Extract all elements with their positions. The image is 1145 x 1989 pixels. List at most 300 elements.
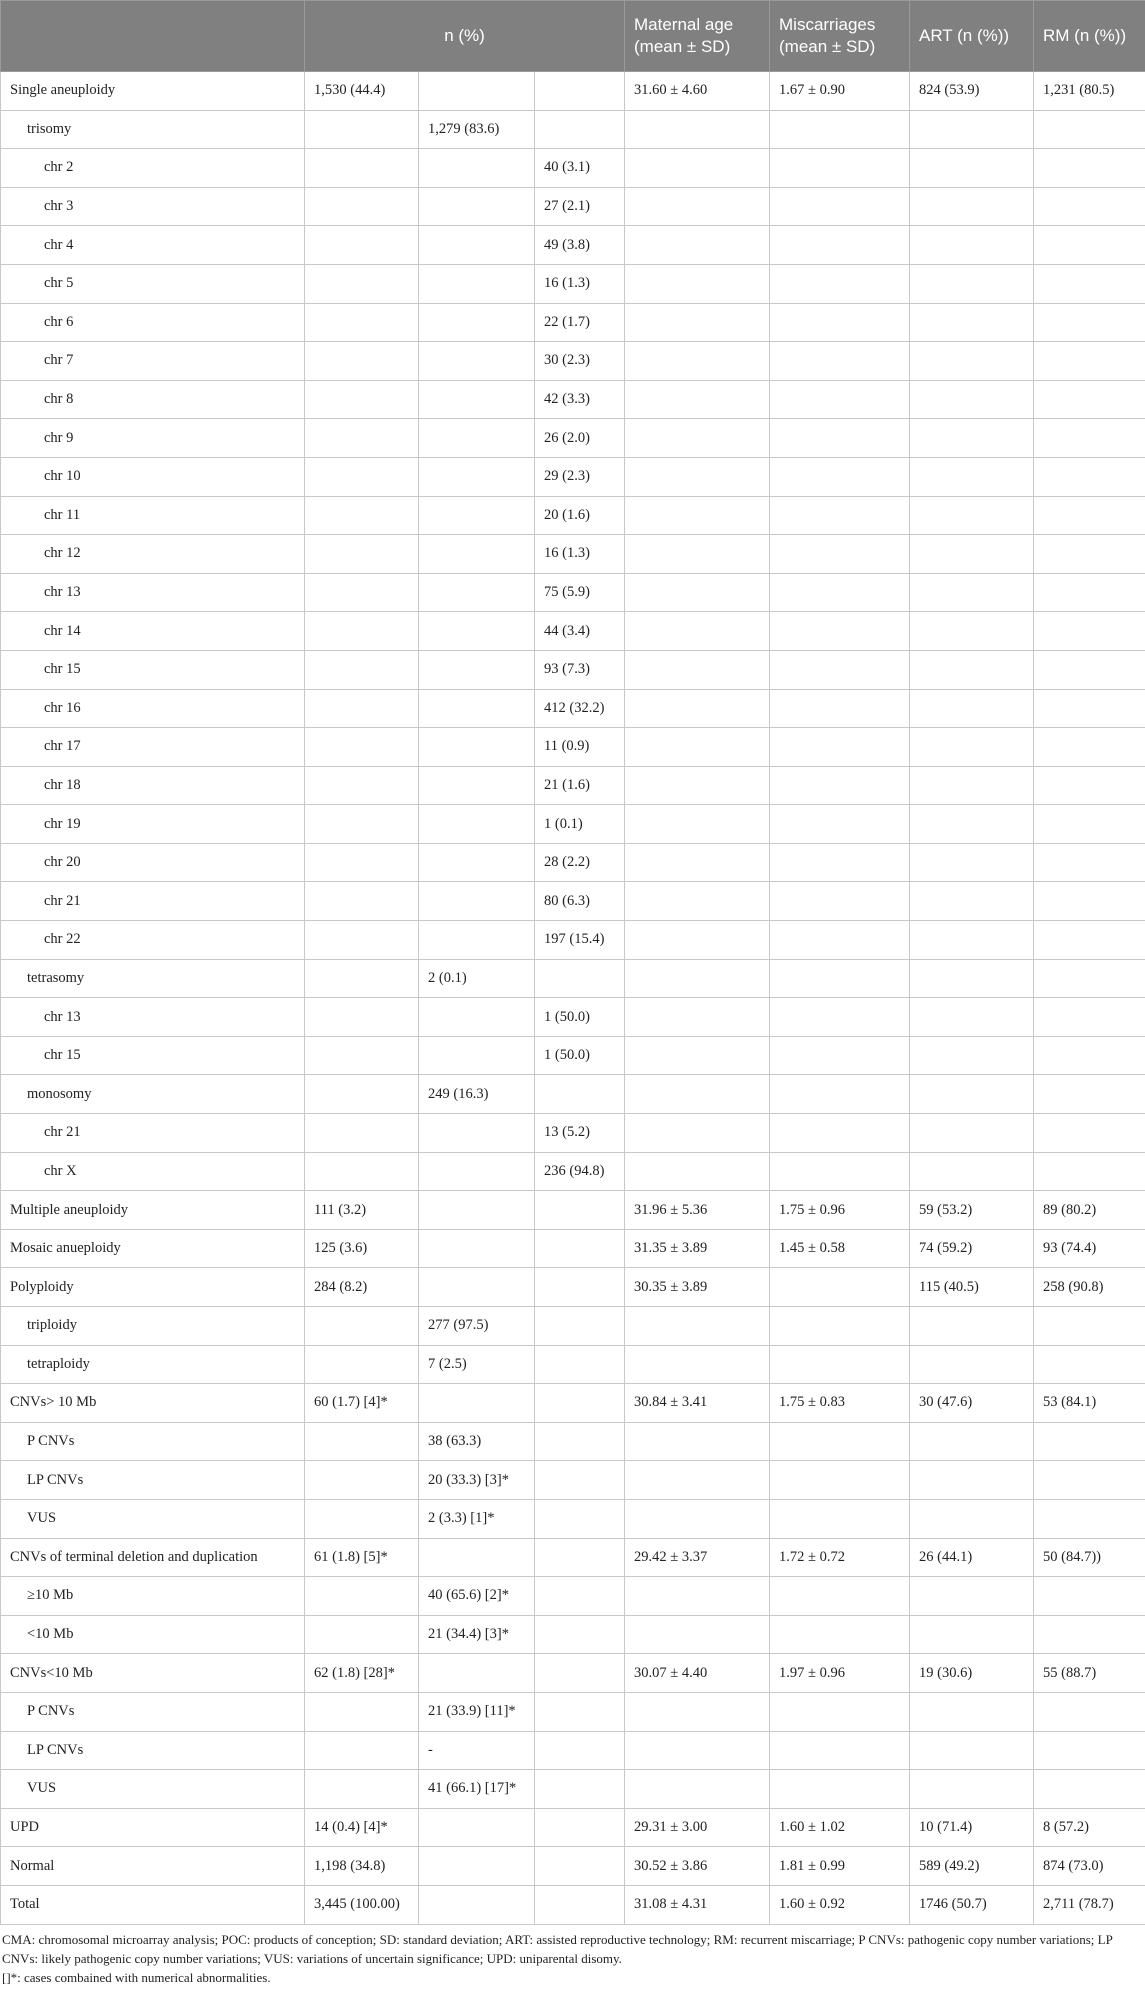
cell-n-level2 (419, 187, 535, 226)
cell-maternal-age (625, 1577, 770, 1616)
cell-n-level2 (419, 612, 535, 651)
table-body (1, 72, 1145, 1925)
cell-maternal-age (625, 1345, 770, 1384)
table-row (1, 805, 1145, 844)
row-label: CNVs of terminal deletion and duplication (1, 1538, 305, 1577)
cell-rm (1034, 882, 1145, 921)
cell-miscarriages (770, 1461, 910, 1500)
cell-rm (1034, 187, 1145, 226)
cell-rm (1034, 1577, 1145, 1616)
cell-miscarriages (770, 1268, 910, 1307)
cell-rm (1034, 1345, 1145, 1384)
cell-n-level3: 28 (2.2) (535, 843, 625, 882)
cell-n-level3 (535, 1384, 625, 1423)
cell-miscarriages (770, 1692, 910, 1731)
cell-art: 10 (71.4) (910, 1808, 1034, 1847)
cell-n-level3: 26 (2.0) (535, 419, 625, 458)
cell-n-level1: 14 (0.4) [4]* (305, 1808, 419, 1847)
cell-n-level1 (305, 805, 419, 844)
cell-n-level2: 40 (65.6) [2]* (419, 1577, 535, 1616)
cell-miscarriages (770, 805, 910, 844)
cell-miscarriages (770, 728, 910, 767)
cell-miscarriages: 1.60 ± 0.92 (770, 1885, 910, 1924)
row-label: Normal (1, 1847, 305, 1886)
cell-art (910, 1731, 1034, 1770)
cell-n-level2 (419, 226, 535, 265)
table-row (1, 728, 1145, 767)
cell-miscarriages (770, 650, 910, 689)
table-row (1, 1384, 1145, 1423)
cell-rm (1034, 264, 1145, 303)
cell-n-level3 (535, 1422, 625, 1461)
cell-n-level2 (419, 882, 535, 921)
cell-art (910, 1345, 1034, 1384)
cell-n-level3 (535, 1307, 625, 1346)
cell-maternal-age: 29.42 ± 3.37 (625, 1538, 770, 1577)
cell-miscarriages (770, 1114, 910, 1153)
row-label: chr 15 (1, 1036, 305, 1075)
cell-rm (1034, 1307, 1145, 1346)
row-label: <10 Mb (1, 1615, 305, 1654)
cell-miscarriages (770, 998, 910, 1037)
row-label: Mosaic anueploidy (1, 1229, 305, 1268)
cell-n-level3 (535, 1268, 625, 1307)
cell-maternal-age (625, 843, 770, 882)
table-row (1, 882, 1145, 921)
cell-rm (1034, 419, 1145, 458)
table-row (1, 1577, 1145, 1616)
cell-maternal-age: 31.60 ± 4.60 (625, 72, 770, 111)
cell-n-level1 (305, 1692, 419, 1731)
cell-n-level1 (305, 882, 419, 921)
cell-n-level2 (419, 1036, 535, 1075)
cell-miscarriages: 1.75 ± 0.96 (770, 1191, 910, 1230)
cell-maternal-age (625, 612, 770, 651)
cell-maternal-age (625, 1499, 770, 1538)
table-row (1, 72, 1145, 111)
row-label: chr 15 (1, 650, 305, 689)
cell-n-level2 (419, 1152, 535, 1191)
cell-art (910, 342, 1034, 381)
row-label: VUS (1, 1499, 305, 1538)
row-label: chr 6 (1, 303, 305, 342)
cell-n-level2: 41 (66.1) [17]* (419, 1770, 535, 1809)
cell-maternal-age (625, 1152, 770, 1191)
table-row (1, 689, 1145, 728)
cell-miscarriages (770, 843, 910, 882)
cell-rm (1034, 728, 1145, 767)
cell-n-level2 (419, 573, 535, 612)
cell-n-level2 (419, 380, 535, 419)
cell-n-level2 (419, 535, 535, 574)
cell-art (910, 843, 1034, 882)
cell-art (910, 110, 1034, 149)
table-row (1, 959, 1145, 998)
table-row (1, 1191, 1145, 1230)
footnote-asterisk: []*: cases combained with numerical abnormalities. (2, 1969, 271, 1985)
cell-rm (1034, 921, 1145, 960)
cell-miscarriages (770, 959, 910, 998)
table-row (1, 226, 1145, 265)
cell-rm (1034, 226, 1145, 265)
cell-n-level2 (419, 998, 535, 1037)
cell-miscarriages (770, 380, 910, 419)
cell-maternal-age (625, 766, 770, 805)
cell-maternal-age (625, 149, 770, 188)
cell-n-level3: 1 (50.0) (535, 998, 625, 1037)
cell-maternal-age (625, 1461, 770, 1500)
cell-miscarriages (770, 1577, 910, 1616)
table-row (1, 419, 1145, 458)
cell-maternal-age (625, 998, 770, 1037)
cell-maternal-age: 29.31 ± 3.00 (625, 1808, 770, 1847)
cell-rm: 50 (84.7)) (1034, 1538, 1145, 1577)
table-row (1, 1770, 1145, 1809)
cell-rm: 53 (84.1) (1034, 1384, 1145, 1423)
header-miscarriages: Miscarriages (mean ± SD) (770, 1, 910, 72)
cell-n-level1 (305, 921, 419, 960)
cell-art: 59 (53.2) (910, 1191, 1034, 1230)
cell-art (910, 187, 1034, 226)
cell-n-level1 (305, 535, 419, 574)
cell-n-level3 (535, 110, 625, 149)
cell-maternal-age (625, 457, 770, 496)
cell-n-level1 (305, 457, 419, 496)
table-row (1, 1114, 1145, 1153)
cell-n-level1 (305, 149, 419, 188)
cell-n-level3 (535, 1538, 625, 1577)
cell-n-level1: 61 (1.8) [5]* (305, 1538, 419, 1577)
cell-n-level2 (419, 1191, 535, 1230)
cell-maternal-age: 30.07 ± 4.40 (625, 1654, 770, 1693)
cell-n-level3 (535, 1191, 625, 1230)
cell-art (910, 1577, 1034, 1616)
cell-n-level3 (535, 959, 625, 998)
row-label: P CNVs (1, 1692, 305, 1731)
cell-art (910, 1075, 1034, 1114)
cell-maternal-age (625, 419, 770, 458)
cell-rm (1034, 959, 1145, 998)
cell-n-level2 (419, 303, 535, 342)
cell-n-level3 (535, 1808, 625, 1847)
cell-rm (1034, 1692, 1145, 1731)
cell-rm: 8 (57.2) (1034, 1808, 1145, 1847)
cell-n-level3 (535, 1229, 625, 1268)
row-label: chr 10 (1, 457, 305, 496)
cell-n-level2 (419, 1384, 535, 1423)
cell-rm (1034, 766, 1145, 805)
cell-rm (1034, 843, 1145, 882)
cell-art (910, 419, 1034, 458)
cell-rm (1034, 496, 1145, 535)
cell-n-level1 (305, 1615, 419, 1654)
footnote-abbreviations: CMA: chromosomal microarray analysis; POC: products of conception; SD: standard deviation; ART: assisted reproductive technology; RM: recurrent miscarriage; P CNVs: pathogenic copy number variations; LP CNVs: likely pathogenic copy number variations; VUS: variations of uncertain significance; UPD: uniparental disomy. (2, 1931, 1113, 1966)
cell-rm (1034, 998, 1145, 1037)
cell-n-level1 (305, 1731, 419, 1770)
cell-n-level1: 1,198 (34.8) (305, 1847, 419, 1886)
cell-n-level3: 22 (1.7) (535, 303, 625, 342)
cell-art (910, 650, 1034, 689)
cell-miscarriages (770, 457, 910, 496)
cell-n-level1 (305, 226, 419, 265)
cell-n-level2 (419, 689, 535, 728)
cell-miscarriages (770, 1152, 910, 1191)
table-row (1, 1692, 1145, 1731)
table-row (1, 612, 1145, 651)
cell-n-level2: 21 (33.9) [11]* (419, 1692, 535, 1731)
cell-art (910, 535, 1034, 574)
row-label: Single aneuploidy (1, 72, 305, 111)
cell-n-level3: 93 (7.3) (535, 650, 625, 689)
cell-maternal-age: 30.84 ± 3.41 (625, 1384, 770, 1423)
cell-art (910, 1692, 1034, 1731)
cell-art: 74 (59.2) (910, 1229, 1034, 1268)
table-row (1, 1847, 1145, 1886)
table-row (1, 998, 1145, 1037)
row-label: chr 11 (1, 496, 305, 535)
table-row (1, 843, 1145, 882)
cell-rm (1034, 612, 1145, 651)
cell-n-level2 (419, 1268, 535, 1307)
row-label: LP CNVs (1, 1461, 305, 1500)
cell-n-level3 (535, 1654, 625, 1693)
row-label: chr 4 (1, 226, 305, 265)
cell-miscarriages: 1.45 ± 0.58 (770, 1229, 910, 1268)
cell-art (910, 921, 1034, 960)
cell-maternal-age: 31.08 ± 4.31 (625, 1885, 770, 1924)
cell-n-level1 (305, 728, 419, 767)
cell-n-level3: 1 (50.0) (535, 1036, 625, 1075)
cell-maternal-age (625, 728, 770, 767)
row-label: chr 2 (1, 149, 305, 188)
cell-miscarriages (770, 612, 910, 651)
row-label: CNVs> 10 Mb (1, 1384, 305, 1423)
cell-n-level3 (535, 1615, 625, 1654)
cell-maternal-age (625, 303, 770, 342)
cell-n-level3: 29 (2.3) (535, 457, 625, 496)
cell-n-level1 (305, 959, 419, 998)
cell-rm (1034, 457, 1145, 496)
cell-n-level1 (305, 573, 419, 612)
row-label: chr 8 (1, 380, 305, 419)
table-row (1, 1461, 1145, 1500)
cell-art (910, 959, 1034, 998)
row-label: chr 5 (1, 264, 305, 303)
cell-maternal-age (625, 1692, 770, 1731)
cell-rm (1034, 1114, 1145, 1153)
cell-art (910, 1307, 1034, 1346)
header-maternal-age: Maternal age (mean ± SD) (625, 1, 770, 72)
table-row (1, 1268, 1145, 1307)
cell-art (910, 998, 1034, 1037)
cell-miscarriages (770, 1499, 910, 1538)
header-rm: RM (n (%)) (1034, 1, 1145, 72)
cell-maternal-age (625, 1075, 770, 1114)
table-row (1, 1538, 1145, 1577)
header-empty-cell (1, 1, 305, 72)
cell-n-level2 (419, 1229, 535, 1268)
cell-n-level1 (305, 1577, 419, 1616)
cell-art (910, 226, 1034, 265)
table-row (1, 1307, 1145, 1346)
cell-n-level1 (305, 303, 419, 342)
cell-miscarriages (770, 226, 910, 265)
cell-rm (1034, 303, 1145, 342)
cell-n-level2 (419, 921, 535, 960)
cell-miscarriages: 1.75 ± 0.83 (770, 1384, 910, 1423)
cell-rm: 874 (73.0) (1034, 1847, 1145, 1886)
cell-rm (1034, 149, 1145, 188)
cell-maternal-age (625, 689, 770, 728)
cell-miscarriages (770, 264, 910, 303)
cell-n-level3 (535, 72, 625, 111)
cell-maternal-age (625, 882, 770, 921)
cell-n-level3: 16 (1.3) (535, 535, 625, 574)
cell-n-level3 (535, 1499, 625, 1538)
cell-maternal-age (625, 1114, 770, 1153)
cell-art (910, 303, 1034, 342)
row-label: chr 20 (1, 843, 305, 882)
cell-rm (1034, 342, 1145, 381)
cell-art (910, 1152, 1034, 1191)
cell-n-level2 (419, 1847, 535, 1886)
header-row (1, 1, 1145, 72)
table-row (1, 535, 1145, 574)
cell-n-level1 (305, 264, 419, 303)
cell-n-level3: 30 (2.3) (535, 342, 625, 381)
cell-maternal-age: 31.35 ± 3.89 (625, 1229, 770, 1268)
cell-art: 115 (40.5) (910, 1268, 1034, 1307)
cell-maternal-age (625, 1422, 770, 1461)
cell-art (910, 728, 1034, 767)
cell-n-level2 (419, 1885, 535, 1924)
cell-miscarriages (770, 573, 910, 612)
cell-n-level1 (305, 998, 419, 1037)
cell-n-level3: 44 (3.4) (535, 612, 625, 651)
table-row (1, 573, 1145, 612)
cell-rm (1034, 1731, 1145, 1770)
cell-n-level1 (305, 380, 419, 419)
cell-maternal-age (625, 187, 770, 226)
table-row (1, 457, 1145, 496)
table-row (1, 1075, 1145, 1114)
cell-miscarriages (770, 419, 910, 458)
cell-art: 26 (44.1) (910, 1538, 1034, 1577)
cell-n-level2: - (419, 1731, 535, 1770)
cell-art (910, 1422, 1034, 1461)
cell-art (910, 1770, 1034, 1809)
cell-n-level1 (305, 612, 419, 651)
cell-art (910, 1499, 1034, 1538)
cell-n-level3 (535, 1577, 625, 1616)
cell-maternal-age: 31.96 ± 5.36 (625, 1191, 770, 1230)
cell-n-level2 (419, 1654, 535, 1693)
cell-n-level2 (419, 419, 535, 458)
row-label: monosomy (1, 1075, 305, 1114)
cell-n-level1 (305, 1307, 419, 1346)
row-label: Total (1, 1885, 305, 1924)
cell-n-level2: 277 (97.5) (419, 1307, 535, 1346)
cell-art (910, 496, 1034, 535)
row-label: CNVs<10 Mb (1, 1654, 305, 1693)
cell-n-level1 (305, 1770, 419, 1809)
cell-miscarriages (770, 1075, 910, 1114)
cell-n-level2 (419, 1114, 535, 1153)
table-footnotes (0, 1925, 1145, 1987)
table-row (1, 1036, 1145, 1075)
cell-maternal-age (625, 110, 770, 149)
cell-miscarriages: 1.97 ± 0.96 (770, 1654, 910, 1693)
cell-n-level2 (419, 496, 535, 535)
cell-n-level2: 7 (2.5) (419, 1345, 535, 1384)
row-label: chr 22 (1, 921, 305, 960)
cell-maternal-age (625, 1307, 770, 1346)
table-row (1, 380, 1145, 419)
cell-n-level2 (419, 843, 535, 882)
cell-maternal-age (625, 380, 770, 419)
row-label: ≥10 Mb (1, 1577, 305, 1616)
cell-miscarriages (770, 149, 910, 188)
cell-n-level3 (535, 1731, 625, 1770)
cell-n-level1: 3,445 (100.00) (305, 1885, 419, 1924)
cell-miscarriages (770, 342, 910, 381)
cell-n-level2: 1,279 (83.6) (419, 110, 535, 149)
cell-art (910, 689, 1034, 728)
cell-rm: 89 (80.2) (1034, 1191, 1145, 1230)
cell-n-level2 (419, 1808, 535, 1847)
table-header (1, 1, 1145, 72)
cell-miscarriages (770, 921, 910, 960)
cell-n-level2 (419, 805, 535, 844)
row-label: chr 18 (1, 766, 305, 805)
cell-n-level1 (305, 187, 419, 226)
cell-miscarriages: 1.81 ± 0.99 (770, 1847, 910, 1886)
cell-art: 30 (47.6) (910, 1384, 1034, 1423)
cell-n-level2 (419, 149, 535, 188)
cell-n-level2: 20 (33.3) [3]* (419, 1461, 535, 1500)
cell-miscarriages (770, 187, 910, 226)
cell-miscarriages (770, 535, 910, 574)
cell-n-level2 (419, 457, 535, 496)
cell-art (910, 1461, 1034, 1500)
cell-n-level3: 80 (6.3) (535, 882, 625, 921)
cell-maternal-age (625, 1731, 770, 1770)
cell-n-level1 (305, 1345, 419, 1384)
cell-n-level3: 75 (5.9) (535, 573, 625, 612)
cell-n-level1 (305, 110, 419, 149)
table-row (1, 1731, 1145, 1770)
cell-miscarriages (770, 496, 910, 535)
cell-art (910, 149, 1034, 188)
row-label: chr 9 (1, 419, 305, 458)
table-row (1, 303, 1145, 342)
cell-art (910, 264, 1034, 303)
cell-n-level3: 42 (3.3) (535, 380, 625, 419)
row-label: chr 19 (1, 805, 305, 844)
cell-rm (1034, 1422, 1145, 1461)
cell-n-level1 (305, 342, 419, 381)
cell-rm: 93 (74.4) (1034, 1229, 1145, 1268)
cell-n-level3: 21 (1.6) (535, 766, 625, 805)
cell-n-level3 (535, 1075, 625, 1114)
table-row (1, 342, 1145, 381)
cell-n-level1: 111 (3.2) (305, 1191, 419, 1230)
table-row (1, 1615, 1145, 1654)
cell-n-level1: 60 (1.7) [4]* (305, 1384, 419, 1423)
cell-n-level2 (419, 264, 535, 303)
cell-n-level1: 125 (3.6) (305, 1229, 419, 1268)
cell-n-level3: 16 (1.3) (535, 264, 625, 303)
